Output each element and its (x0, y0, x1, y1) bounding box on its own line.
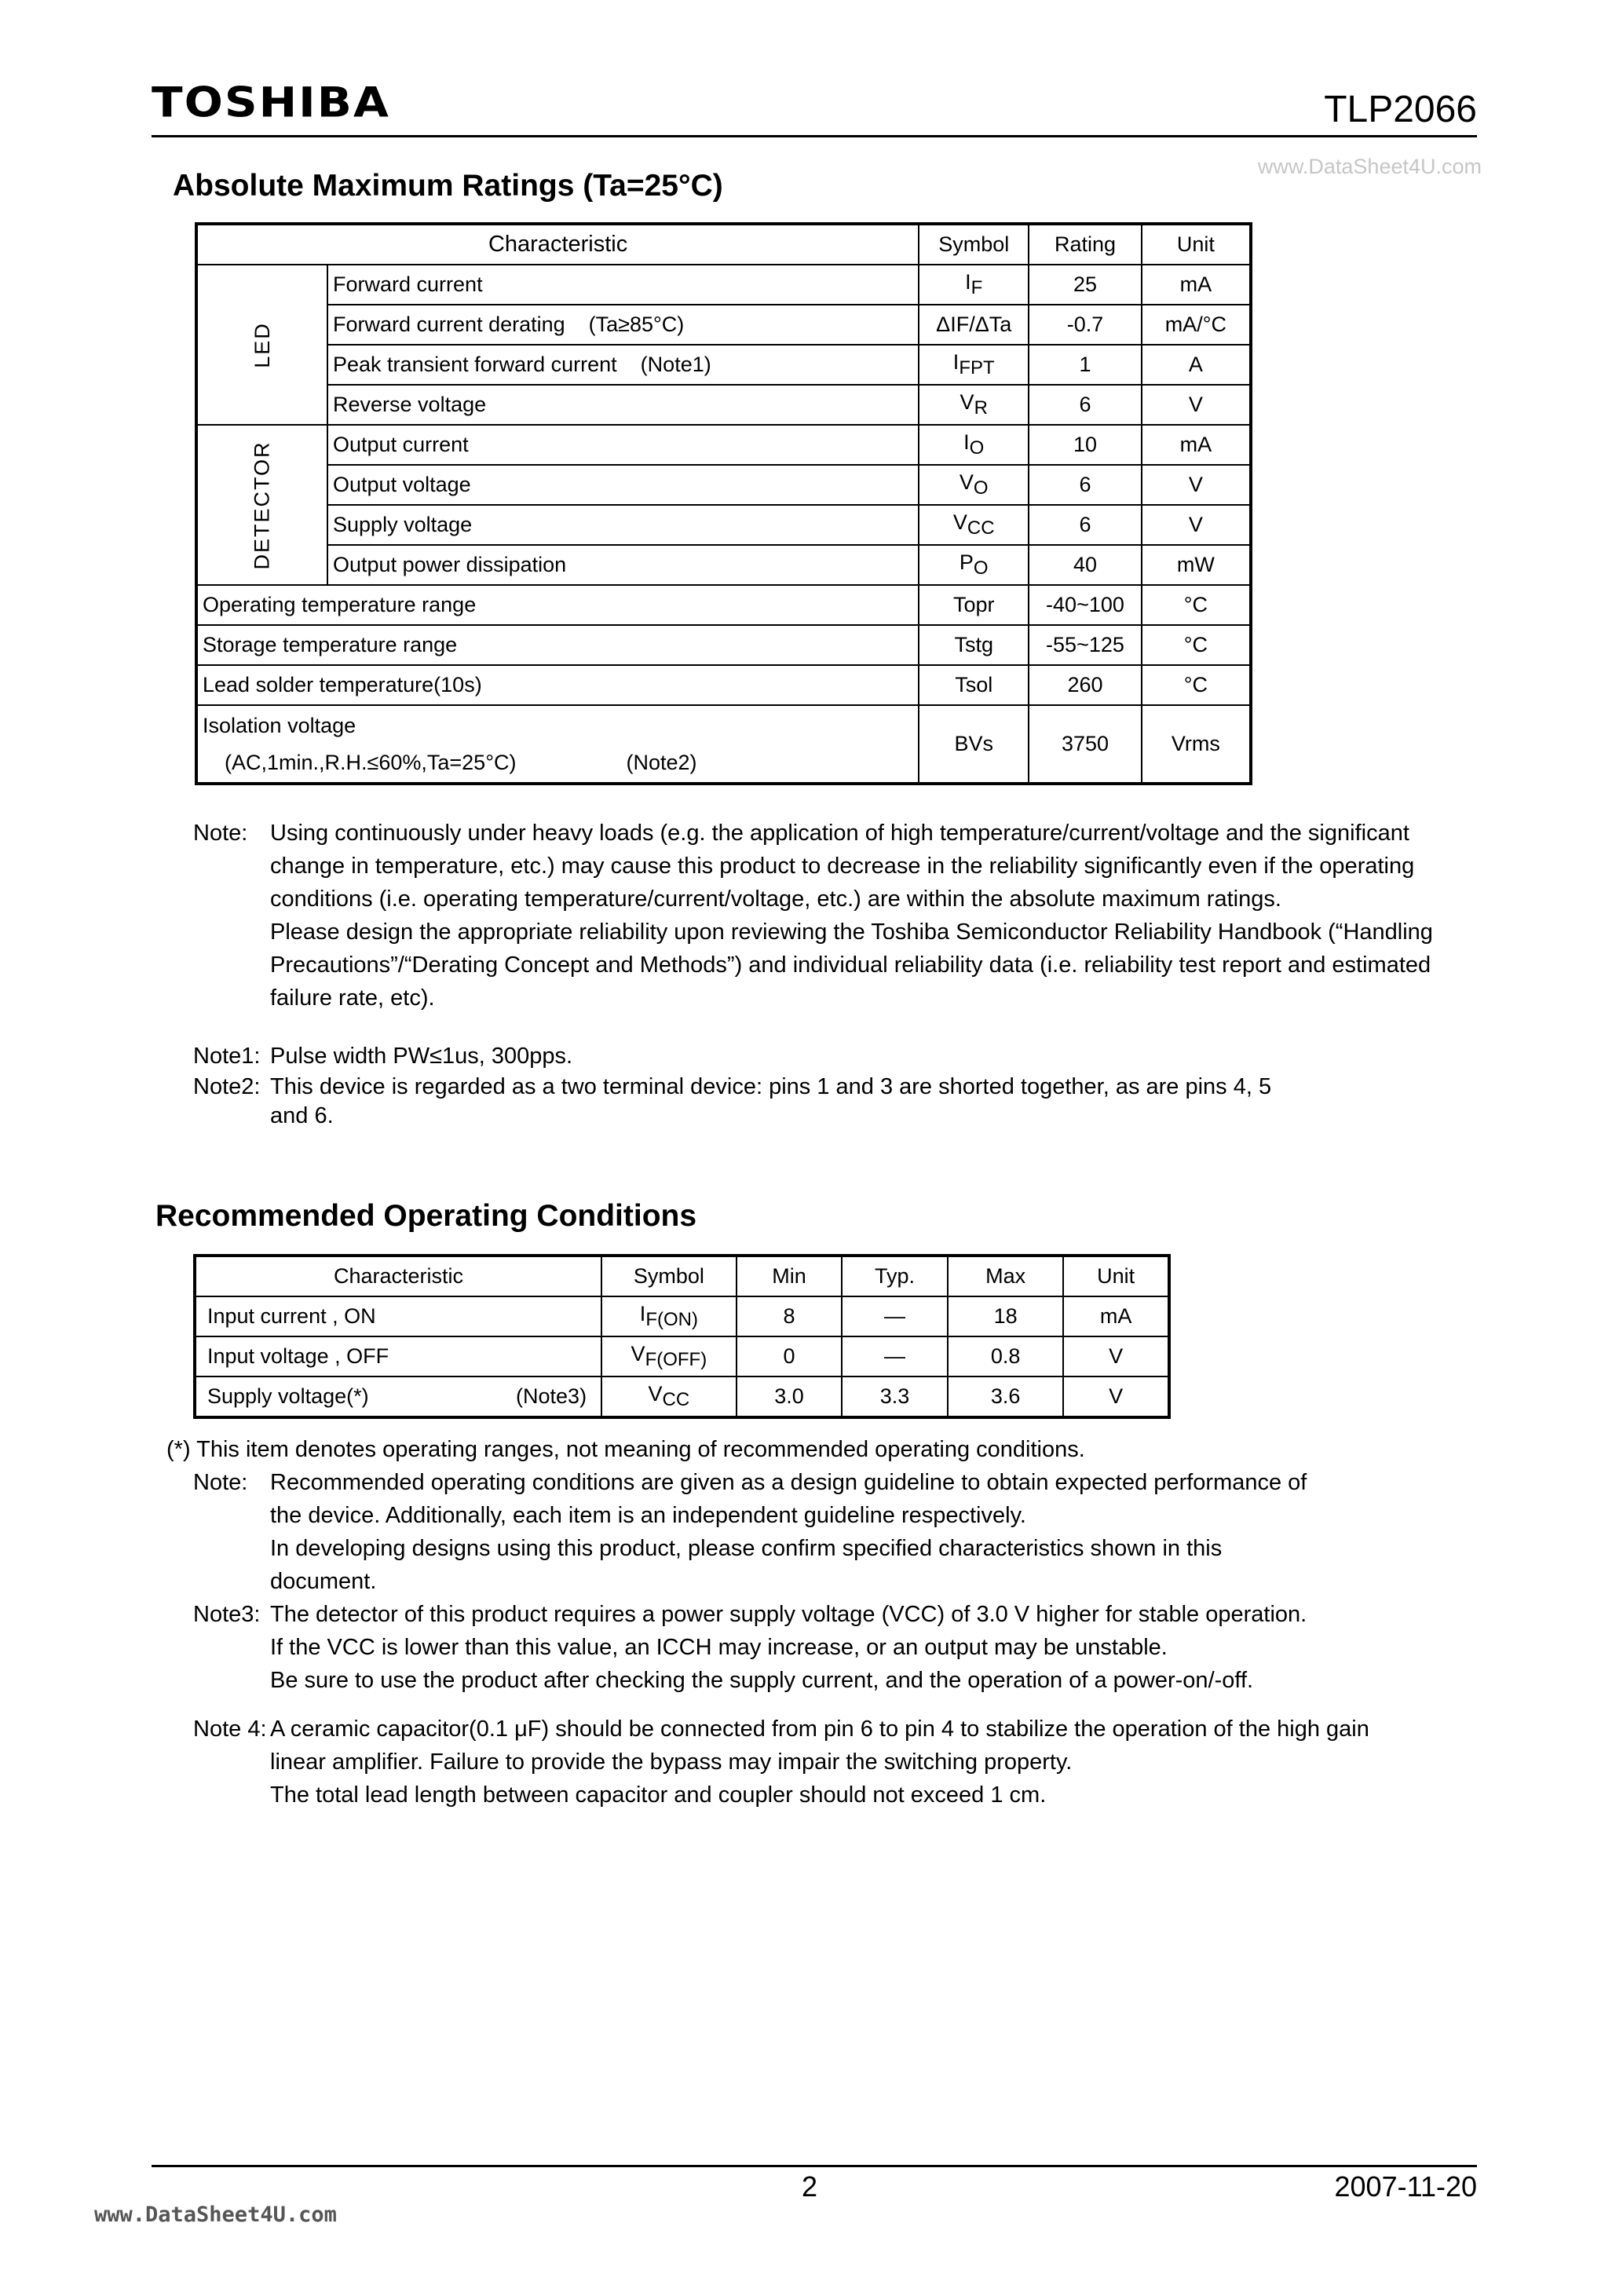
header-rule (152, 135, 1477, 137)
footer-rule (152, 2165, 1477, 2167)
cell-unit: mW (1142, 545, 1251, 585)
cell-characteristic: Supply voltage (327, 505, 919, 545)
cell-characteristic: Operating temperature range (196, 585, 919, 625)
cell-symbol: Tsol (919, 665, 1029, 705)
cell-characteristic: Peak transient forward current (Note1) (327, 345, 919, 385)
cell-rating: 10 (1029, 425, 1141, 465)
note-4: Note 4: A ceramic capacitor(0.1 μF) should be connected from pin 6 to pin 4 to stabilize the operation of the high gain linear amplifier. Failure to provide the bypass may impair the switching property. The total lead length between capacitor and coupler should not exceed 1 cm. (193, 1717, 1369, 1808)
cell-symbol: $V_O$ (919, 465, 1029, 505)
group-label-detector: DETECTOR (196, 425, 327, 585)
cell-rating: -40~100 (1029, 585, 1141, 625)
page-number: 2 (802, 2170, 818, 2203)
cell-characteristic: Storage temperature range (196, 625, 919, 665)
cell-symbol: BVs (919, 705, 1029, 784)
cell-typ: — (842, 1296, 948, 1336)
cell-rating: 6 (1029, 505, 1141, 545)
cell-characteristic: Output current (327, 425, 919, 465)
cell-rating: 3750 (1029, 705, 1141, 784)
header-symbol: Symbol (919, 224, 1029, 265)
cell-rating: 6 (1029, 385, 1141, 425)
note-general: Note: Using continuously under heavy loads (e.g. the application of high temperature/current/voltage and the significant change in temperature, etc.) may cause this product to decrease in the reliability significantly even if the operating conditions (i.e. operating temperature/current/voltage, etc.) are within the absolute maximum ratings. Please design the appropriate reliability upon reviewing the Toshiba Semiconductor Reliability Handbook (“Handling Precautions”/“Derating Concept and Methods”) and individual reliability data (i.e. reliability test report and estimated failure rate, etc). (193, 821, 1433, 1011)
cell-unit: V (1142, 465, 1251, 505)
cell-unit: A (1142, 345, 1251, 385)
table-row (196, 425, 1251, 465)
note-general: Note: Recommended operating conditions are given as a design guideline to obtain expected performance of the device. Additionally, each item is an independent guideline respectively. In developing designs using this product, please confirm specified characteristics shown in this document. (193, 1470, 1307, 1594)
table-row (195, 1336, 1169, 1377)
cell-rating: 25 (1029, 265, 1141, 305)
cell-rating: 40 (1029, 545, 1141, 585)
cell-characteristic: Isolation voltage (AC,1min.,R.H.≤60%,Ta=25°C) (Note2) (196, 705, 919, 784)
notes-rec-op (166, 1433, 1501, 1812)
cell-min: 3.0 (737, 1377, 843, 1417)
cell-characteristic: Forward current (327, 265, 919, 305)
cell-characteristic: Output voltage (327, 465, 919, 505)
watermark-top: www.DataSheet4U.com (1257, 155, 1482, 178)
cell-rating: 6 (1029, 465, 1141, 505)
page-date: 2007-11-20 (1334, 2170, 1477, 2203)
header-rating: Rating (1029, 224, 1141, 265)
cell-rating: 260 (1029, 665, 1141, 705)
header-typ: Typ. (842, 1256, 948, 1296)
cell-symbol: ΔIF/ΔTa (919, 305, 1029, 345)
cell-unit: mA (1063, 1296, 1169, 1336)
cell-characteristic: Supply voltage(*) (Note3) (195, 1377, 601, 1417)
section-title-rec-op: Recommended Operating Conditions (155, 1199, 697, 1233)
cell-symbol: Topr (919, 585, 1029, 625)
brand-logo: TOSHIBA (152, 79, 390, 127)
cell-characteristic: Output power dissipation (327, 545, 919, 585)
cell-unit: V (1142, 505, 1251, 545)
note-2: Note2: This device is regarded as a two terminal device: pins 1 and 3 are shorted together, as are pins 4, 5 and 6. (193, 1074, 1272, 1128)
cell-characteristic: Forward current derating (Ta≥85°C) (327, 305, 919, 345)
cell-symbol: $I_{FPT}$ (919, 345, 1029, 385)
cell-symbol: $V_{F(OFF)}$ (601, 1336, 737, 1377)
cell-unit: V (1063, 1336, 1169, 1377)
cell-unit: mA (1142, 265, 1251, 305)
cell-symbol: $P_O$ (919, 545, 1029, 585)
group-label-led: LED (196, 265, 327, 425)
table-row (196, 665, 1251, 705)
cell-characteristic: Lead solder temperature(10s) (196, 665, 919, 705)
table-row (196, 705, 1251, 784)
note-1: Note1: Pulse width PW≤1us, 300pps. (193, 1044, 573, 1069)
rec-op-table (193, 1254, 1171, 1419)
cell-rating: 1 (1029, 345, 1141, 385)
cell-unit: °C (1142, 585, 1251, 625)
part-number: TLP2066 (1324, 89, 1477, 130)
cell-characteristic: Input current , ON (195, 1296, 601, 1336)
header-unit: Unit (1063, 1256, 1169, 1296)
table-header-row (196, 224, 1251, 265)
table-row (196, 345, 1251, 385)
section-title-abs-max: Absolute Maximum Ratings (Ta=25°C) (173, 169, 723, 203)
table-row (196, 585, 1251, 625)
cell-rating: -0.7 (1029, 305, 1141, 345)
cell-max: 3.6 (948, 1377, 1064, 1417)
table-row (195, 1377, 1169, 1417)
cell-min: 0 (737, 1336, 843, 1377)
table-row (196, 545, 1251, 585)
cell-unit: °C (1142, 665, 1251, 705)
cell-unit: mA/°C (1142, 305, 1251, 345)
cell-unit: V (1063, 1377, 1169, 1417)
notes-abs-max (193, 817, 1481, 1131)
note-star: (*) This item denotes operating ranges, not meaning of recommended operating conditions. (166, 1437, 1085, 1462)
note-3: Note3: The detector of this product requires a power supply voltage (VCC) of 3.0 V higher for stable operation. If the VCC is lower than this value, an ICCH may increase, or an output may be unstable. Be sure to use the product after checking the supply current, and the operation of a power-on/-off. (193, 1602, 1307, 1693)
cell-typ: 3.3 (842, 1377, 948, 1417)
table-header-row (195, 1256, 1169, 1296)
header-unit: Unit (1142, 224, 1251, 265)
abs-max-table (195, 222, 1252, 785)
cell-rating: -55~125 (1029, 625, 1141, 665)
cell-symbol: Tstg (919, 625, 1029, 665)
cell-unit: °C (1142, 625, 1251, 665)
cell-symbol: $V_{CC}$ (601, 1377, 737, 1417)
cell-unit: V (1142, 385, 1251, 425)
header-characteristic: Characteristic (196, 224, 919, 265)
cell-unit: Vrms (1142, 705, 1251, 784)
header-max: Max (948, 1256, 1064, 1296)
cell-symbol: $V_{CC}$ (919, 505, 1029, 545)
cell-max: 0.8 (948, 1336, 1064, 1377)
cell-max: 18 (948, 1296, 1064, 1336)
table-row (196, 385, 1251, 425)
table-row (195, 1296, 1169, 1336)
cell-characteristic: Reverse voltage (327, 385, 919, 425)
table-row (196, 265, 1251, 305)
table-row (196, 465, 1251, 505)
cell-min: 8 (737, 1296, 843, 1336)
cell-typ: — (842, 1336, 948, 1377)
cell-symbol: $I_F$ (919, 265, 1029, 305)
header-characteristic: Characteristic (195, 1256, 601, 1296)
table-row (196, 505, 1251, 545)
watermark-bottom: www.DataSheet4U.com (94, 2203, 337, 2227)
header-symbol: Symbol (601, 1256, 737, 1296)
table-row (196, 625, 1251, 665)
cell-characteristic: Input voltage , OFF (195, 1336, 601, 1377)
cell-unit: mA (1142, 425, 1251, 465)
table-row (196, 305, 1251, 345)
header-min: Min (737, 1256, 843, 1296)
cell-symbol: $V_R$ (919, 385, 1029, 425)
cell-symbol: $I_O$ (919, 425, 1029, 465)
cell-symbol: $I_{F(ON)}$ (601, 1296, 737, 1336)
